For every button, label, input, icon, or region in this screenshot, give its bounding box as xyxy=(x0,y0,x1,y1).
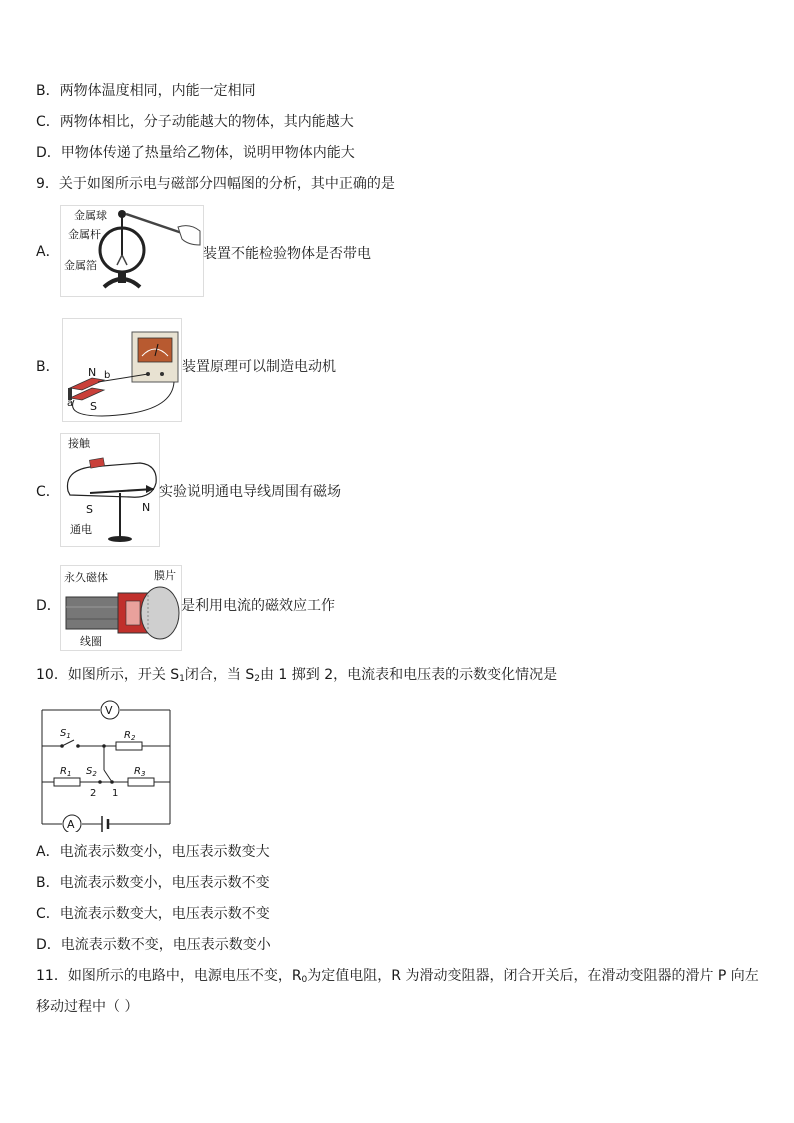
induction-figure xyxy=(62,318,182,422)
q10-option-c: C．电流表示数变大，电压表示数不变 xyxy=(36,906,270,922)
q10-option-d: D．电流表示数不变，电压表示数变小 xyxy=(36,937,271,953)
oersted-figure xyxy=(60,433,160,547)
svg-text:S2: $S_2$ xyxy=(86,766,97,778)
svg-text:R1: $R_1$ xyxy=(60,766,72,778)
label-metal-foil: 金属箔 xyxy=(64,259,97,272)
svg-text:R2: $R_2$ xyxy=(124,730,136,742)
q9-a-letter: A． xyxy=(36,244,60,260)
label-s: S xyxy=(90,400,97,413)
q9-b-letter: B． xyxy=(36,359,60,375)
q9-stem: 9．关于如图所示电与磁部分四幅图的分析，其中正确的是 xyxy=(36,176,395,192)
label-power: 通电 xyxy=(70,523,92,536)
label-membrane: 膜片 xyxy=(154,569,176,582)
q11-stem-line1: 11．如图所示的电路中，电源电压不变，$R_0$为定值电阻，R 为滑动变阻器，闭合开关后，在滑动变阻器的滑片 P 向左 xyxy=(36,968,759,985)
q10-stem: 10．如图所示，开关 $S_1$闭合，当 $S_2$由 1 掷到 2，电流表和电压表的示数变化情况是 xyxy=(36,667,558,684)
q9-c-text: 实验说明通电导线周围有磁场 xyxy=(159,484,341,500)
label-metal-ball: 金属球 xyxy=(74,209,107,222)
q9-b-text: 装置原理可以制造电动机 xyxy=(182,359,336,375)
q8-option-c: C．两物体相比，分子动能越大的物体，其内能越大 xyxy=(36,114,354,130)
label-metal-rod: 金属杆 xyxy=(68,228,101,241)
q9-c-letter: C． xyxy=(36,484,60,500)
label-b: b xyxy=(104,370,111,381)
q11-stem-line2: 移动过程中（ ） xyxy=(36,999,139,1015)
microphone-figure xyxy=(60,565,182,651)
label-s-pole: S xyxy=(86,503,93,516)
q10-option-a: A．电流表示数变小，电压表示数变大 xyxy=(36,844,270,860)
q8-option-d: D．甲物体传递了热量给乙物体，说明甲物体内能大 xyxy=(36,145,355,161)
ammeter-label: A xyxy=(67,818,75,831)
svg-text:1: 1 xyxy=(112,788,119,799)
svg-text:R3: $R_3$ xyxy=(134,766,146,778)
voltmeter-label: V xyxy=(105,704,113,717)
label-a: a xyxy=(67,398,74,409)
q9-d-text: 是利用电流的磁效应工作 xyxy=(181,598,335,614)
q8-option-b: B．两物体温度相同，内能一定相同 xyxy=(36,83,256,99)
q9-d-letter: D． xyxy=(36,598,61,614)
electroscope-figure xyxy=(60,205,204,297)
q10-circuit-diagram xyxy=(38,700,176,832)
label-n: N xyxy=(88,366,97,379)
label-n-pole: N xyxy=(142,501,151,514)
q10-option-b: B．电流表示数变小，电压表示数不变 xyxy=(36,875,270,891)
label-permanent-magnet: 永久磁体 xyxy=(64,571,108,584)
svg-text:2: 2 xyxy=(90,788,97,799)
label-coil: 线圈 xyxy=(80,635,102,648)
label-touch: 接触 xyxy=(68,437,90,450)
q9-a-text: 装置不能检验物体是否带电 xyxy=(203,246,371,262)
svg-text:S1: $S_1$ xyxy=(60,728,71,740)
